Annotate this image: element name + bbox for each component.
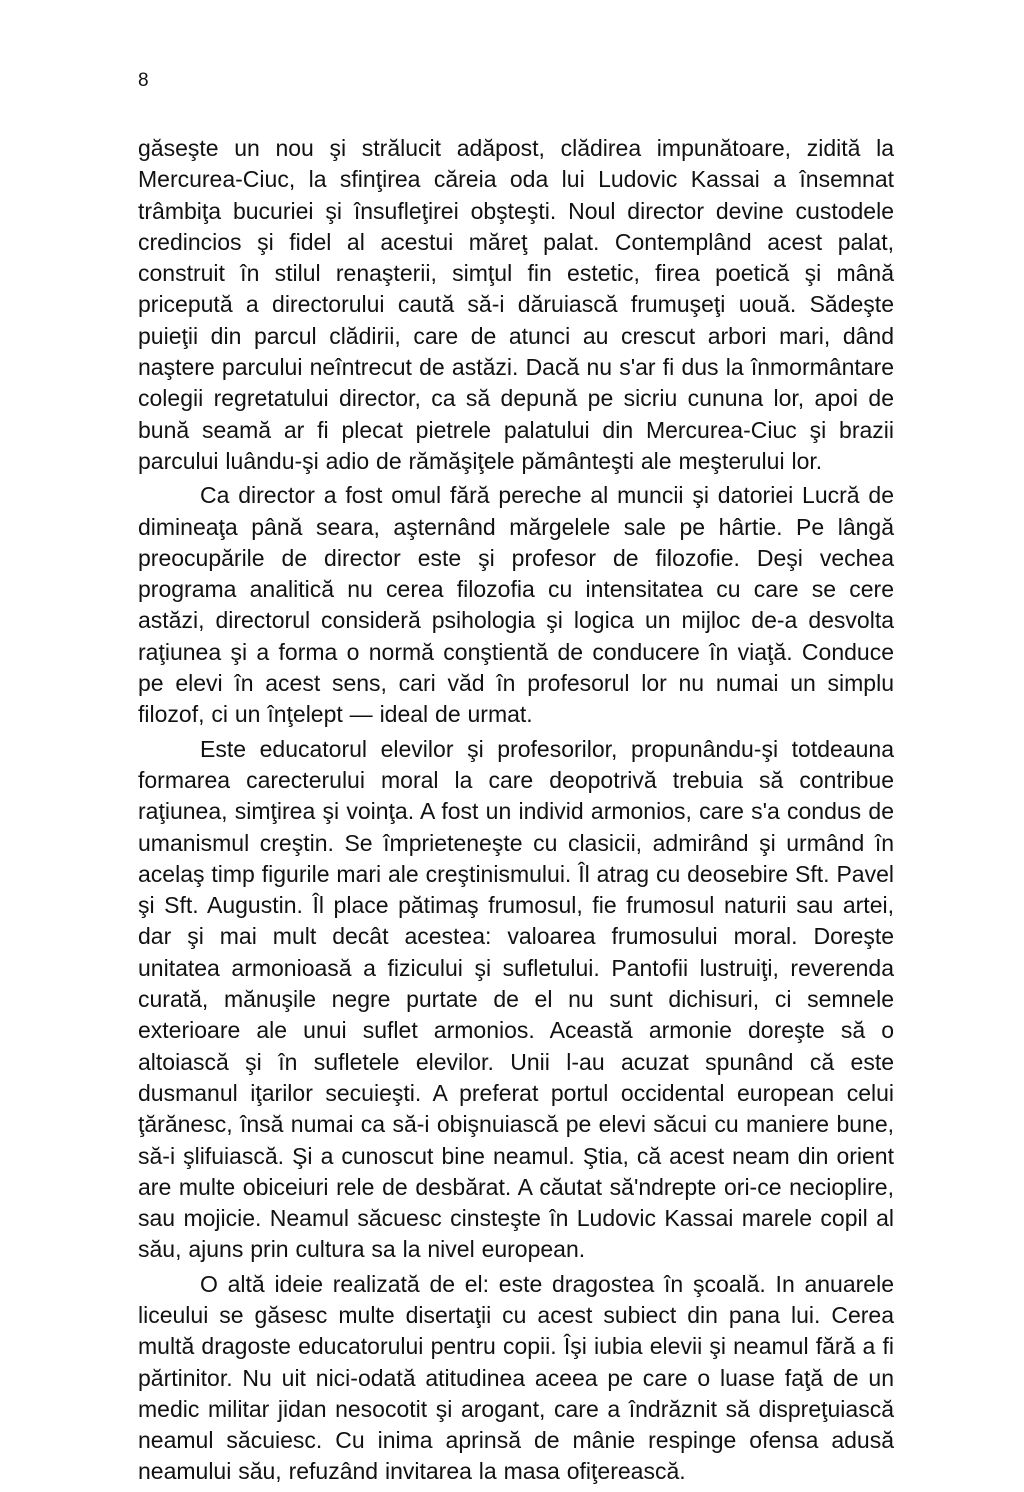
paragraph-3: Este educatorul elevilor şi profesorilor, propunându-şi totdeauna formarea carecterului moral la care deopotrivă trebuia să contribue raţiunea, simţirea şi voinţa. A fost un individ armonios, care s'a condus de umanismul creştin. Se împrieteneşte cu clasicii, admirând şi urmând în acelaş timp figurile mari ale creştinismului. Îl atrag cu deosebire Sft. Pavel şi Sft. Augustin. Îl place pătimaş frumosul, fie frumosul naturii sau artei, dar şi mai mult decât acestea: valoarea frumosului moral. Doreşte unitatea armonioasă a fizicului şi sufletului. Pantofii lustruiţi, reverenda curată, mănuşile negre purtate de el nu sunt dichisuri, ci semnele exterioare ale unui suflet armonios. Această armonie doreşte să o altoiască şi în sufletele elevilor. Unii l-au acuzat spunând că este dusmanul iţarilor secuieşti. A preferat portul occidental european celui ţărănesc, însă numai ca să-i obişnuiască pe elevi săcui cu maniere bune, să-i şlifuiască. Şi a cunoscut bine neamul. Ştia, că acest neam din orient are multe obiceiuri rele de desbărat. A căutat să'ndrepte ori-ce necioplire, sau mojicie. Neamul săcuesc cinsteşte în Ludovic Kassai marele copil al său, ajuns prin cultura sa la nivel european. [138, 735, 894, 1263]
body-text [138, 133, 894, 1488]
paragraph-4: O altă ideie realizată de el: este dragostea în şcoală. In anuarele liceului se găsesc multe disertaţii cu acest subiect din pana lui. Cerea multă dragoste educatorului pentru copii. Îşi iubia elevii şi neamul fără a fi părtinitor. Nu uit nici-odată atitudinea aceea pe care o luase faţă de un medic militar jidan nesocotit şi arogant, care a îndrăznit să dispreţuiască neamul săcuiesc. Cu inima aprinsă de mânie respinge ofensa adusă neamului său, refuzând invitarea la masa ofiţerească. [138, 1270, 894, 1485]
page-number: 8 [138, 70, 149, 91]
paragraph-1: găseşte un nou şi strălucit adăpost, clădirea impunătoare, zidită la Mercurea-Ciuc, la sfinţirea căreia oda lui Ludovic Kassai a însemnat trâmbiţa bucuriei şi însufleţirei obşteşti. Noul director devine custodele credincios şi fidel al acestui măreţ palat. Contemplând acest palat, construit în stilul renaşterii, simţul fin estetic, firea poetică şi mână pricepută a directorului caută să-i dăruiască frumuşeţi uouă. Sădeşte puieţii din parcul clădirii, care de atunci au crescut arbori mari, dând naştere parcului neîntrecut de astăzi. Dacă nu s'ar fi dus la înmormântare colegii regretatului director, ca să depună pe sicriu cununa lor, apoi de bună seamă ar fi plecat pietrele palatului din Mercurea-Ciuc şi brazii parcului luându-şi adio de rămăşiţele pământeşti ale meşterului lor. [138, 135, 894, 474]
paragraph-2: Ca director a fost omul fără pereche al muncii şi datoriei Lucră de dimineaţa până seara, aşternând mărgelele sale pe hârtie. Pe lângă preocupările de director este şi profesor de filozofie. Deşi vechea programa analitică nu cerea filozofia cu intensitatea cu care se cere astăzi, directorul consideră psihologia şi logica un mijloc de-a desvolta raţiunea şi a forma o normă conştientă de conducere în viaţă. Conduce pe elevi în acest sens, cari văd în profesorul lor nu numai un simplu filozof, ci un înţelept — ideal de urmat. [138, 482, 894, 728]
